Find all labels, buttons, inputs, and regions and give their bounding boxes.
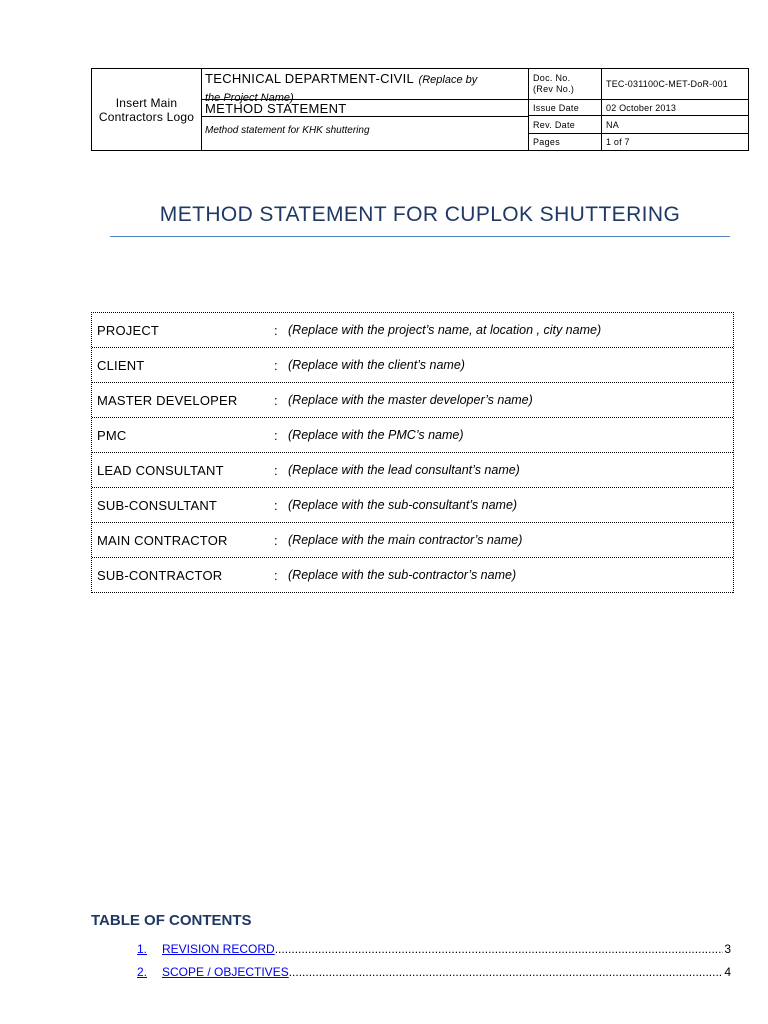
info-row-master-developer: [92, 383, 733, 418]
department-cell: [202, 69, 529, 104]
info-row-main-contractor: [92, 523, 733, 558]
info-sep: :: [274, 322, 278, 338]
issue-date-value: 02 October 2013: [602, 100, 748, 116]
department-name: TECHNICAL DEPARTMENT-CIVIL: [205, 71, 415, 86]
info-value: (Replace with the lead consultant’s name): [288, 463, 520, 477]
info-value: (Replace with the master developer’s name): [288, 393, 533, 407]
toc-entry-page: 4: [724, 965, 731, 979]
title-underline: [110, 236, 730, 237]
pages-value: 1 of 7: [606, 137, 630, 147]
info-value: (Replace with the client’s name): [288, 358, 465, 372]
rev-date-label: Rev. Date: [529, 116, 602, 134]
info-key: SUB-CONTRACTOR: [97, 567, 223, 583]
info-value: (Replace with the project’s name, at location , city name): [288, 323, 602, 337]
info-sep: :: [274, 357, 278, 373]
info-key: MASTER DEVELOPER: [97, 392, 238, 408]
toc-entry-page: 3: [724, 942, 731, 956]
logo-text: Insert Main Contractors Logo: [98, 95, 195, 124]
info-row-sub-contractor: [92, 558, 733, 593]
info-key: MAIN CONTRACTOR: [97, 532, 228, 548]
info-value: (Replace with the main contractor’s name): [288, 533, 523, 547]
toc-leader-dots: [275, 942, 724, 956]
info-row-client: [92, 348, 733, 383]
department-note-1: (Replace by: [418, 74, 478, 86]
issue-date-label: Issue Date: [529, 100, 602, 116]
toc-leader-dots: [289, 965, 724, 979]
info-sep: :: [274, 567, 278, 583]
doc-no-label-2: (Rev No.): [533, 84, 575, 94]
info-row-project: [92, 313, 733, 348]
toc-entry-link[interactable]: REVISION RECORD: [162, 942, 275, 956]
info-sep: :: [274, 532, 278, 548]
info-value: (Replace with the sub-contractor’s name): [288, 568, 517, 582]
doc-no-label: [529, 69, 602, 100]
department-note-2: the Project Name): [205, 92, 294, 104]
info-row-pmc: [92, 418, 733, 453]
toc-entry-number[interactable]: 2.: [137, 965, 148, 979]
contractor-logo-placeholder: [92, 69, 202, 150]
info-sep: :: [274, 427, 278, 443]
info-sep: :: [274, 392, 278, 408]
info-key: CLIENT: [97, 357, 145, 373]
toc-entry-number[interactable]: 1.: [137, 942, 148, 956]
info-row-sub-consultant: [92, 488, 733, 523]
document-header: [91, 68, 749, 151]
project-info-table: [91, 312, 734, 593]
rev-date-value: NA: [602, 116, 748, 134]
info-value: (Replace with the sub-consultant’s name): [288, 498, 518, 512]
doc-no-label-1: Doc. No.: [533, 73, 571, 83]
info-key: PMC: [97, 427, 127, 443]
info-sep: :: [274, 497, 278, 513]
info-key: PROJECT: [97, 322, 160, 338]
toc-entry-revision-record[interactable]: [137, 942, 731, 956]
pages-label: Pages: [529, 134, 602, 150]
doc-subject: Method statement for KHK shuttering: [202, 117, 529, 150]
doc-type: METHOD STATEMENT: [202, 100, 529, 117]
toc-title: TABLE OF CONTENTS: [91, 912, 252, 929]
info-key: LEAD CONSULTANT: [97, 462, 224, 478]
toc-entry-scope-objectives[interactable]: [137, 965, 731, 979]
toc-entry-link[interactable]: SCOPE / OBJECTIVES: [162, 965, 289, 979]
info-key: SUB-CONSULTANT: [97, 497, 218, 513]
info-row-lead-consultant: [92, 453, 733, 488]
info-value: (Replace with the PMC’s name): [288, 428, 464, 442]
info-sep: :: [274, 462, 278, 478]
document-title: METHOD STATEMENT FOR CUPLOK SHUTTERING: [159, 203, 681, 226]
doc-no-value: TEC-031100C-MET-DoR-001: [602, 69, 748, 100]
